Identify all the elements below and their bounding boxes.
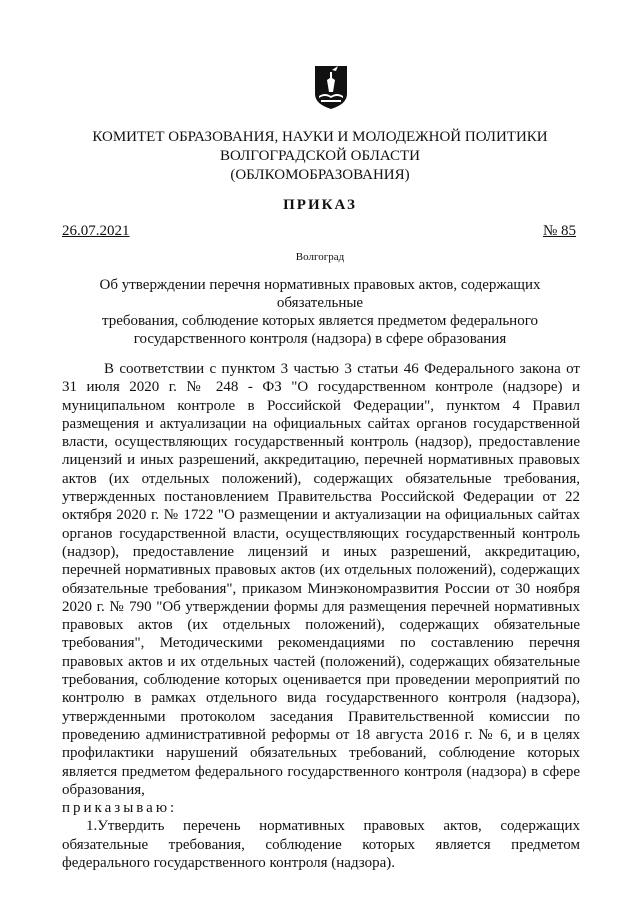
subject-line-1: Об утверждении перечня нормативных правовых актов, содержащих обязательные xyxy=(99,277,541,311)
order-item-1: 1.Утвердить перечень нормативных правовых актов, содержащих обязательные требования, соблюдение которых является предметом федерального государственного контроля (надзора). xyxy=(62,818,580,872)
document-city: Волгоград xyxy=(295,251,345,263)
org-line-3: (ОБЛКОМОБРАЗОВАНИЯ) xyxy=(230,167,410,183)
document-body xyxy=(62,360,580,872)
directive-word: приказываю: xyxy=(62,800,178,817)
document-type: ПРИКАЗ xyxy=(283,197,357,213)
preamble-text: В соответствии с пунктом 3 частью 3 статьи 46 Федерального закона от 31 июля 2020 г. № 248 - ФЗ "О государственном контроле (надзоре) и муниципальном контроле в Российской Федерации", пунктом 4 Правил размещения и актуализации на официальных сайтах органов государственной власти, осуществляющих государственный контроль (надзор), предоставление лицензий и иных разрешений, аккредитацию, перечней нормативных правовых актов (их отдельных положений), содержащих обязательные требования, утвержденных постановлением Правительства Российской Федерации от 22 октября 2020 г. № 1722 "О размещении и актуализации на официальных сайтах органов государственной власти, осуществляющих государственный контроль (надзор), предоставление лицензий и иных разрешений, аккредитацию, перечней нормативных правовых актов (их отдельных положений), содержащих обязательные требования", приказом Минэкономразвития России от 30 ноября 2020 г. № 790 "Об утверждении формы для размещения перечней нормативных правовых актов (их отдельных положений), содержащих обязательные требования", Методическими рекомендациями по составлению перечня правовых актов и их отдельных частей (положений), содержащих обязательные требования, соблюдение которых оценивается при проведении мероприятий по контролю в рамках отдельного вида государственного контроля (надзора), утвержденными протоколом заседания Правительственной комиссии по проведению административной реформы от 18 августа 2016 г. № 6, и в целях профилактики нарушений обязательных требований, соблюдение которых является предметом федерального государственного контроля (надзора) в сфере образования, xyxy=(62,361,580,798)
document-number: № 85 xyxy=(542,223,576,239)
coat-of-arms-icon xyxy=(313,64,349,110)
document-date: 26.07.2021 xyxy=(62,223,130,239)
subject-line-3: государственного контроля (надзора) в сфере образования xyxy=(133,331,507,347)
subject-line-2: требования, соблюдение которых является предметом федерального xyxy=(102,313,538,329)
org-line-2: ВОЛГОГРАДСКОЙ ОБЛАСТИ xyxy=(220,148,420,164)
organization-name xyxy=(60,128,580,185)
org-line-1: КОМИТЕТ ОБРАЗОВАНИЯ, НАУКИ И МОЛОДЕЖНОЙ ПОЛИТИКИ xyxy=(92,129,548,145)
document-subject xyxy=(62,276,578,348)
preamble-paragraph xyxy=(62,360,580,817)
